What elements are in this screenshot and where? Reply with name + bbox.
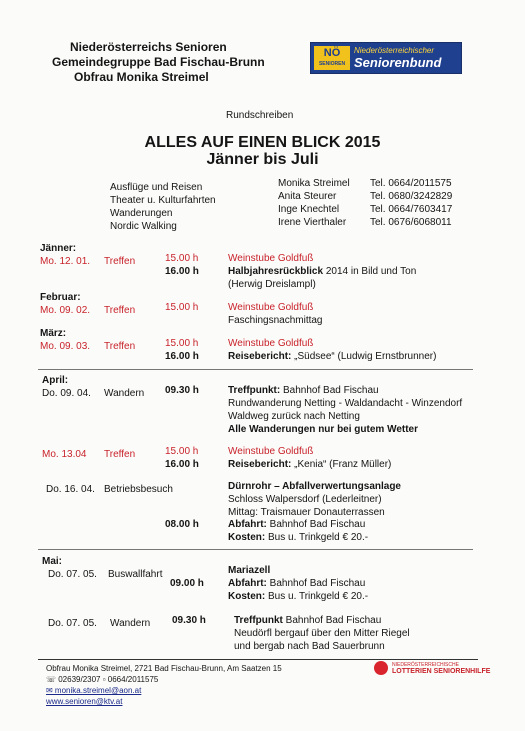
event-detail [234,615,381,627]
event-detail [228,532,368,544]
event-detail-rest: 2014 in Bild und Ton [323,266,417,277]
contact-name: Inge Knechtel [278,204,340,215]
section-divider [38,369,473,370]
category-item: Theater u. Kulturfahrten [110,195,216,206]
event-detail: Alle Wanderungen nur bei gutem Wetter [228,424,419,435]
category-item: Ausflüge und Reisen [110,182,203,193]
page-title: ALLES AUF EINEN BLICK 2015 [144,134,381,151]
event-detail-rest: Bahnhof Bad Fischau [282,615,382,626]
org-group: Gemeindegruppe Bad Fischau-Brunn [52,55,265,69]
month-heading: April: [42,375,69,386]
event-place: Weinstube Goldfuß [228,446,314,457]
footer-email[interactable]: ✉ monika.streimel@aon.at [46,686,142,695]
event-date: Mo. 09. 03. [40,341,91,352]
event-detail: Faschingsnachmittag [228,315,323,326]
event-detail [228,591,368,603]
event-detail: Mittag: Traismauer Donauterrassen [228,507,385,518]
event-detail-bold: Kosten: [228,591,266,602]
event-detail-bold: Kosten: [228,532,266,543]
event-time: 08.00 h [165,519,199,530]
event-date: Mo. 09. 02. [40,305,91,316]
event-detail [228,351,436,363]
footer-address: Obfrau Monika Streimel, 2721 Bad Fischau-Brunn, Am Saatzen 15 [46,664,282,673]
event-date: Do. 07. 05. [48,618,97,629]
event-detail-rest: „Südsee“ (Ludwig Ernstbrunner) [291,351,437,362]
event-detail-rest: Bahnhof Bad Fischau [266,578,366,589]
event-detail: Neudörfl bergauf über den Mitter Riegel [234,628,410,639]
month-heading: Mai: [42,556,62,567]
event-detail-rest: „Kenia“ (Franz Müller) [291,459,392,470]
event-time: 15.00 h [165,446,199,457]
event-date: Mo. 13.04 [42,449,87,460]
seniorenbund-logo [310,42,462,74]
contact-name: Monika Streimel [278,178,350,189]
event-place: Weinstube Goldfuß [228,253,314,264]
month-heading: Jänner: [40,243,77,254]
event-type: Treffen [104,341,136,352]
event-detail: Waldweg zurück nach Netting [228,411,360,422]
logo-line2: Seniorenbund [354,55,442,70]
event-detail-bold: Treffpunkt: [228,385,281,396]
event-detail: Dürnrohr – Abfallverwertungsanlage [228,481,401,492]
event-date: Do. 09. 04. [42,388,91,399]
event-time: 16.00 h [165,266,199,277]
event-time: 16.00 h [165,351,199,362]
event-type: Wandern [104,388,145,399]
event-detail [228,459,391,471]
footer-web-link[interactable]: www.senioren@ktv.at [46,697,123,706]
event-detail-bold: Halbjahresrückblick [228,266,324,277]
noe-logo-mark [314,46,350,70]
event-detail [228,578,365,590]
event-type: Treffen [104,449,136,460]
event-detail-rest: Bus u. Trinkgeld € 20.- [265,591,369,602]
event-place: Weinstube Goldfuß [228,302,314,313]
event-detail-rest: Bahnhof Bad Fischau [266,519,366,530]
event-time: 09.30 h [172,615,206,626]
event-date: Do. 07. 05. [48,569,97,580]
event-date: Do. 16. 04. [46,484,95,495]
contact-tel: Tel. 0676/6068011 [370,217,452,228]
event-detail: Mariazell [228,565,271,576]
event-detail [228,385,379,397]
event-detail-bold: Abfahrt: [228,578,267,589]
logo-mark-text: NÖ [323,47,341,59]
event-type: Betriebsbesuch [104,484,173,495]
event-detail-rest: Bus u. Trinkgeld € 20.- [265,532,369,543]
event-time: 15.00 h [165,302,199,313]
event-time: 16.00 h [165,459,199,470]
doc-kind: Rundschreiben [226,110,294,121]
event-type: Treffen [104,256,136,267]
page-subtitle: Jänner bis Juli [206,151,319,168]
event-type: Wandern [110,618,151,629]
logo-line1: Niederösterreichischer [354,46,435,55]
event-type: Buswallfahrt [108,569,163,580]
org-name: Niederösterreichs Senioren [70,40,227,54]
event-date: Mo. 12. 01. [40,256,91,267]
event-detail: Rundwanderung Netting - Waldandacht - Winzendorf [228,398,463,409]
event-detail-bold: Abfahrt: [228,519,267,530]
footer-phone: ☏ 02639/2307 ▫ 0664/2011575 [46,675,159,684]
month-heading: Februar: [40,292,81,303]
contact-tel: Tel. 0680/3242829 [370,191,453,202]
logo-mark-sub: SENIOREN [318,61,346,67]
event-detail: Schloss Walpersdorf (Lederleitner) [228,494,382,505]
org-chair: Obfrau Monika Streimel [74,70,209,84]
event-time: 15.00 h [165,338,199,349]
event-detail-bold: Reisebericht: [228,459,292,470]
month-heading: März: [40,328,67,339]
event-type: Treffen [104,305,136,316]
lotterien-name: LOTTERIEN SENIORENHILFE [392,668,491,675]
contact-name: Irene Vierthaler [278,217,347,228]
contact-tel: Tel. 0664/7603417 [370,204,453,215]
event-place: Weinstube Goldfuß [228,338,314,349]
event-detail [228,519,365,531]
event-detail-bold: Reisebericht: [228,351,292,362]
lotterien-small: NIEDERÖSTERREICHISCHE [392,662,459,668]
contact-tel: Tel. 0664/2011575 [370,178,452,189]
footer-divider [38,659,478,660]
category-item: Nordic Walking [110,221,177,232]
event-detail: und bergab nach Bad Sauerbrunn [234,641,385,652]
event-time: 09.00 h [170,578,204,589]
event-detail [228,266,416,278]
category-item: Wanderungen [110,208,173,219]
event-detail: (Herwig Dreislampl) [228,279,316,290]
section-divider [38,549,473,550]
event-time: 09.30 h [165,385,199,396]
event-time: 15.00 h [165,253,199,264]
lotterien-logo-icon [374,661,388,675]
event-detail-rest: Bahnhof Bad Fischau [280,385,379,396]
contact-name: Anita Steurer [278,191,337,202]
event-detail-bold: Treffpunkt [234,615,283,626]
